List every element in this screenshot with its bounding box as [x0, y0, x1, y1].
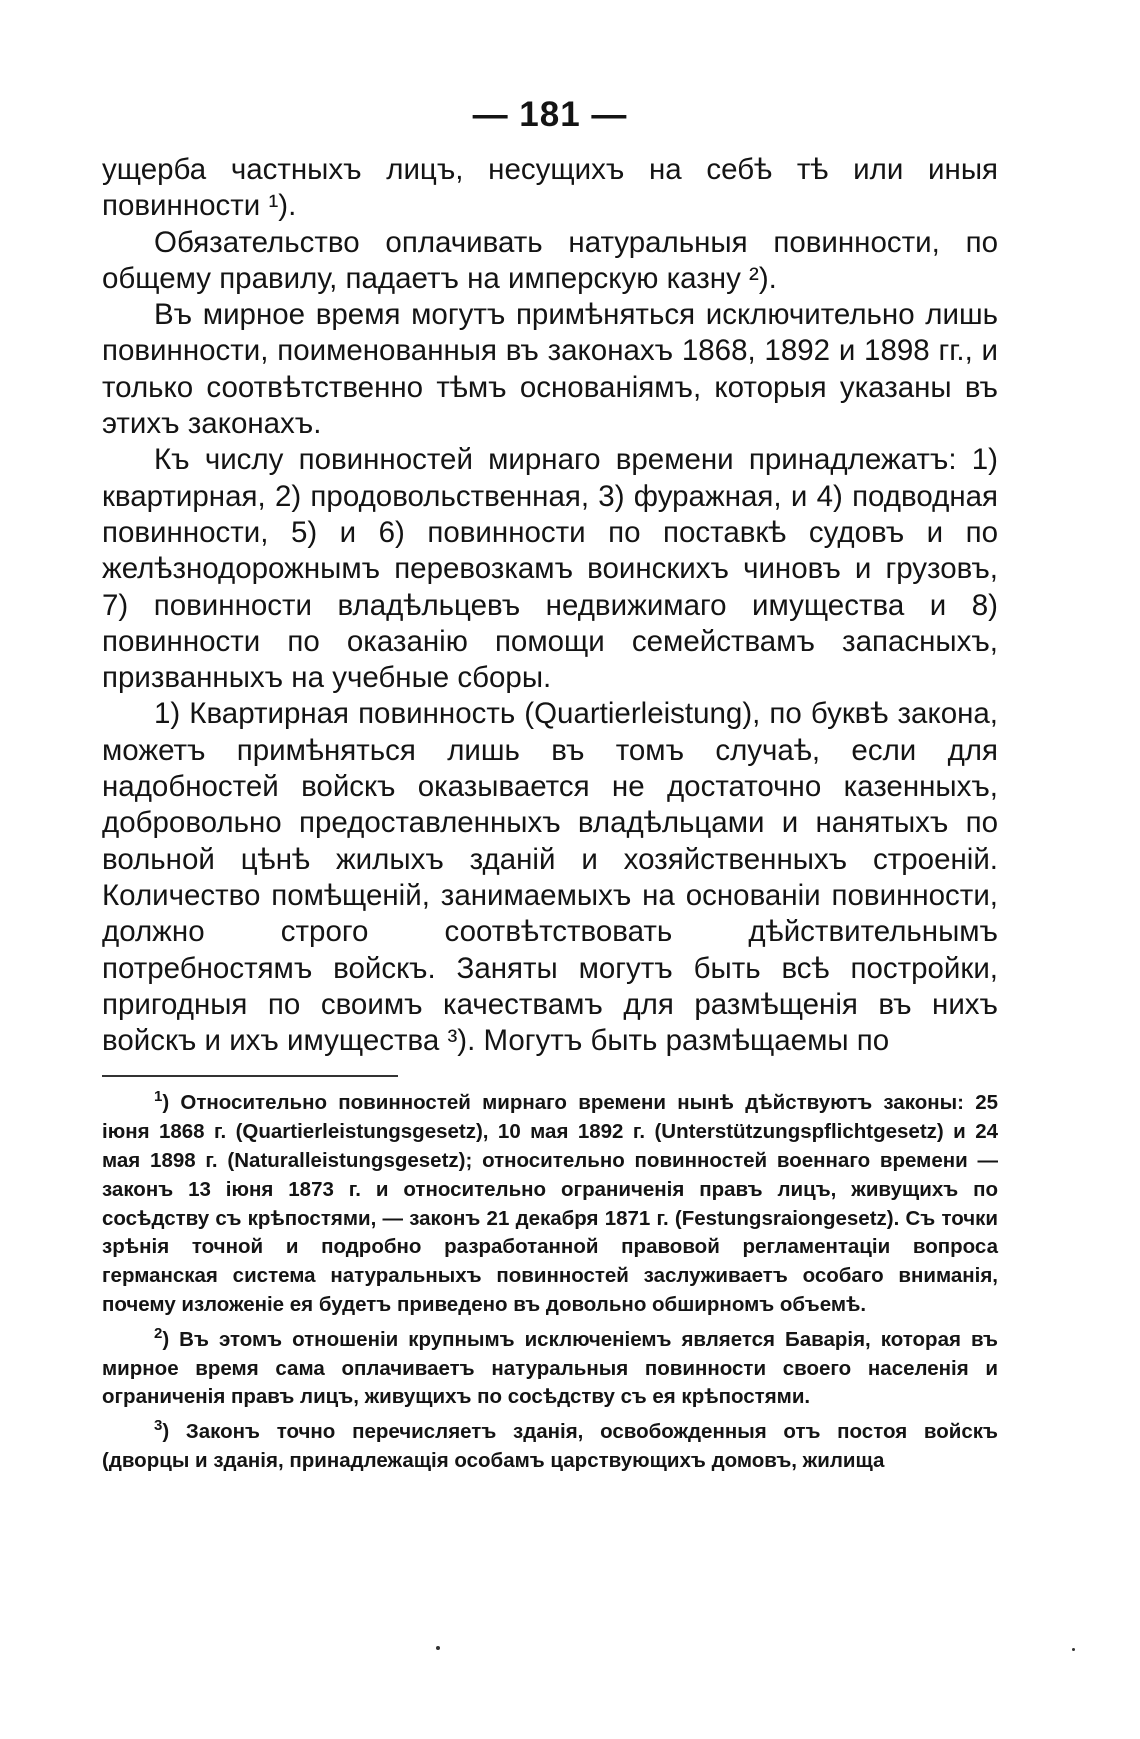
footnote-2 [102, 1326, 998, 1412]
paragraph-duties-list: Къ числу повинностей мирнаго времени принадлежатъ: 1) квартирная, 2) продовольственная, 3) фуражная, и 4) подводная повинности, 5) и 6) повинности по поставкѣ судовъ и по желѣзнодорожнымъ перевозкамъ воинскихъ чиновъ и грузовъ, 7) повинности владѣльцевъ недвижимаго имущества и 8) повинности по оказанію помощи семействамъ запасныхъ, призванныхъ на учебные сборы. [102, 443, 998, 695]
print-speck [1072, 1648, 1075, 1651]
main-text [102, 152, 998, 1059]
footnote-3 [102, 1418, 998, 1476]
paragraph-quartering: 1) Квартирная повинность (Quartierleistung), по буквѣ закона, можетъ примѣняться лишь въ томъ случаѣ, если для надобностей войскъ оказывается не достаточно казенныхъ, добровольно предоставленныхъ владѣльцами и нанятыхъ по вольной цѣнѣ жилыхъ зданій и хозяйственныхъ строеній. Количество помѣщеній, занимаемыхъ на основаніи повинности, должно строго соотвѣтствовать дѣйствительнымъ потребностямъ войскъ. Заняты могутъ быть всѣ постройки, пригодныя по своимъ качествамъ для размѣщенія въ нихъ войскъ и ихъ имущества ³). Могутъ быть размѣщаемы по [102, 697, 998, 1058]
footnote-1 [102, 1089, 998, 1319]
footnote-mark: 2 [154, 1324, 163, 1342]
paragraph-obligation: Обязательство оплачивать натуральныя повинности, по общему правилу, падаетъ на имперскую казну ²). [102, 225, 998, 295]
print-speck [436, 1646, 440, 1650]
page-number: — 181 — [472, 95, 628, 134]
footnote-mark: 1 [154, 1088, 163, 1106]
paragraph-peacetime: Въ мирное время могутъ примѣняться исключительно лишь повинности, поименованныя въ законахъ 1868, 1892 и 1898 гг., и только соотвѣтственно тѣмъ основаніямъ, которыя указаны въ этихъ законахъ. [102, 298, 998, 441]
footnote-text: ) Относительно повинностей мирнаго времени нынѣ дѣйствуютъ законы: 25 іюня 1868 г. (Quartierleistungsgesetz), 10 мая 1892 г. (Unterstützungspflichtgesetz) и 24 мая 1898 г. (Naturalleistungsgesetz); относительно повинностей военнаго времени — законъ 13 іюня 1873 г. и относительно ограниченія правъ лицъ, живущихъ по сосѣдству съ крѣпостями, — законъ 21 декабря 1871 г. (Festungsraiongesetz). Съ точки зрѣнія точной и подробно разработанной правовой регламентаціи вопроса германская система натуральныхъ повинностей заслуживаетъ особаго вниманія, почему изложеніе ея будетъ приведено въ довольно обширномъ объемѣ. [102, 1091, 998, 1316]
footnote-separator [102, 1075, 398, 1077]
footnote-text: ) Въ этомъ отношеніи крупнымъ исключеніемъ является Баварія, которая въ мирное время сама оплачиваетъ натуральныя повинности своего населенія и ограниченія правъ лицъ, живущихъ по сосѣдству съ ея крѣпостями. [102, 1327, 998, 1409]
paragraph-continuation: ущерба частныхъ лицъ, несущихъ на себѣ тѣ или иныя повинности ¹). [102, 153, 998, 223]
footnote-text: ) Законъ точно перечисляетъ зданія, освобожденныя отъ постоя войскъ (дворцы и зданія, принадлежащія особамъ царствующихъ домовъ, жилища [102, 1420, 998, 1472]
footnotes [102, 1089, 998, 1475]
book-page [102, 92, 998, 1482]
footnote-mark: 3 [154, 1417, 163, 1435]
